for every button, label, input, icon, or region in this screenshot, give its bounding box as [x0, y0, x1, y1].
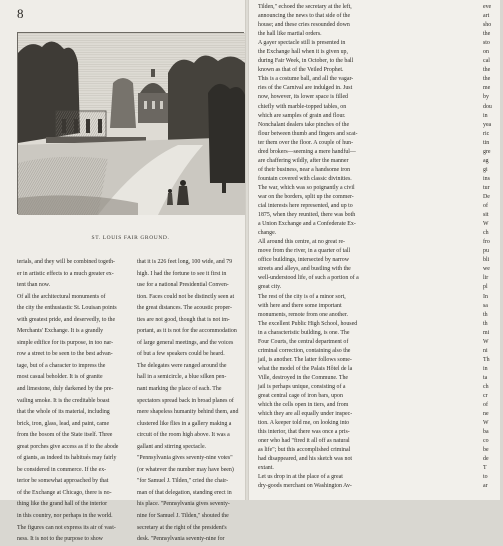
text-line: chiefly with marble-topped tables, on: [258, 103, 347, 110]
text-line: ag: [483, 157, 489, 164]
text-line: in a characteristic building, is one. The: [258, 329, 350, 336]
text-line: which the cells open in tiers, and from: [258, 402, 349, 409]
text-line: use for a national Presidential Conven-: [137, 282, 229, 289]
text-line: tion. Faces could not be distinctly seen at: [137, 293, 235, 300]
text-line: high. I had the fortune to see it first in: [137, 270, 227, 277]
text-line: gi: [483, 166, 488, 173]
text-line: announcing the news to that side of the: [258, 13, 351, 20]
text-line: T: [483, 465, 487, 472]
text-line: this interior, that there was once a pris-: [258, 429, 350, 436]
text-line: in: [483, 365, 488, 372]
text-line: ric: [483, 130, 490, 137]
text-line: Ville, destroyed in the Commune. The: [258, 374, 349, 381]
text-line: cr: [483, 393, 488, 400]
text-line: a Union Exchange and a Confederate Ex-: [258, 221, 356, 228]
text-line: dry-goods merchant on Washington Av-: [258, 483, 352, 490]
text-line: and limestone, duly darkened by the pre-: [17, 386, 114, 393]
text-line: the: [483, 67, 491, 74]
right-text-column-1: [258, 3, 464, 492]
text-line: ch: [483, 230, 489, 237]
text-line: extant.: [258, 465, 274, 472]
text-line: In: [483, 293, 488, 300]
text-line: Of all the architectural monuments of: [17, 293, 106, 300]
text-line: The excellent Public High School, housed: [258, 320, 358, 327]
text-line: tage, but of a character to impress the: [17, 362, 106, 369]
text-line: in: [483, 112, 488, 119]
text-line: man of that delegation, standing erect in: [137, 489, 232, 496]
text-line: gallant and stirring spectacle.: [137, 443, 207, 450]
text-line: ness. It is not to the purpose to show: [17, 536, 103, 543]
text-line: the city the enthusiastic St. Louisan points: [17, 305, 117, 312]
text-line: we: [483, 266, 490, 273]
text-line: the: [483, 76, 491, 83]
text-line: clustered like flies in a gallery making a: [137, 420, 232, 427]
text-line: change.: [258, 230, 277, 237]
text-line: now, however, its lower space is filled: [258, 94, 349, 101]
text-line: with greatest pride, and deservedly, to the: [17, 316, 116, 323]
text-line: A gayer spectacle still is presented in: [258, 40, 346, 47]
text-line: which they are all equally under inspec-: [258, 411, 353, 418]
page-number: 8: [17, 6, 24, 21]
text-line: dou: [483, 103, 492, 110]
text-line: brick, iron, glass, lead, and paint, came: [17, 420, 110, 427]
text-line: er in artistic effects to a much greater ex-: [17, 270, 114, 277]
text-line: tent than now.: [17, 282, 51, 289]
text-line: on: [483, 49, 489, 56]
text-line: the Exchange hall when it is given up,: [258, 49, 348, 56]
text-line: the: [483, 31, 491, 38]
text-line: All around this centre, at no great re-: [258, 239, 346, 246]
text-line: Nonchalant dealers take pinches of the: [258, 121, 350, 128]
text-line: fountain covered with classic divinities.: [258, 175, 352, 182]
text-line: flour between thumb and fingers and scat-: [258, 130, 358, 137]
text-line: from the bosom of the State itself. Three: [17, 432, 113, 439]
right-text-column-2: [483, 3, 503, 492]
text-line: th: [483, 311, 488, 318]
text-line: well-understood life, of such a portion of a: [258, 275, 359, 282]
text-line: mi: [483, 329, 490, 336]
text-line: house; and these cries resounded down: [258, 22, 350, 29]
text-line: secretary at the right of the president's: [137, 524, 227, 531]
text-line: thing like the grand hall of the interior: [17, 501, 108, 508]
text-line: ne: [483, 411, 489, 418]
text-line: terior be somewhat approached by that: [17, 478, 109, 485]
text-line: W: [483, 420, 489, 427]
left-text-column-2: [137, 257, 245, 546]
left-page: [0, 0, 245, 543]
text-line: ta: [483, 374, 488, 381]
text-line: which are samples of grain and flour.: [258, 112, 346, 119]
text-line: known as that of the Veiled Prophet.: [258, 67, 344, 74]
text-line: that the whole of its material, including: [17, 409, 110, 416]
text-line: hall in a semicircle, a blue silken pen-: [137, 374, 227, 381]
text-line: streets and alleys, and bustling with the: [258, 266, 351, 273]
text-line: jail is perhaps unique, consisting of a: [258, 383, 346, 390]
left-text-column-1: [17, 257, 129, 546]
text-line: great central cage of iron bars, upon: [258, 393, 343, 400]
text-line: Four Courts, the central department of: [258, 338, 349, 345]
text-line: that it is 226 feet long, 100 wide, and 79: [137, 259, 233, 265]
text-line: simple edifice for its purpose, in too nar-: [17, 339, 114, 346]
text-line: nant marking the place of each. The: [137, 386, 222, 393]
text-line: art: [483, 13, 490, 20]
text-line: The rest of the city is of a minor sort,: [258, 293, 346, 300]
text-line: eve: [483, 4, 492, 10]
text-line: in this country, nor perhaps in the world.: [17, 513, 113, 520]
text-line: ni: [483, 347, 488, 354]
text-line: be considered in commerce. If the ex-: [17, 466, 107, 473]
text-line: of the Exchange at Chicago, there is no-: [17, 489, 112, 496]
text-line: sho: [483, 22, 492, 29]
text-line: had disappeared, and his sketch was not: [258, 456, 353, 463]
text-line: Let us drop in at the place of a great: [258, 474, 343, 481]
text-line: ar: [483, 483, 488, 490]
text-line: vailing smoke. It is the creditable boast: [17, 397, 110, 404]
figure-caption: ST. LOUIS FAIR GROUND.: [91, 235, 170, 241]
text-line: W: [483, 221, 489, 228]
text-line: bli: [483, 257, 490, 264]
text-line: 1875, when they reunited, there was both: [258, 212, 356, 219]
text-line: great city.: [258, 284, 282, 291]
text-line: be: [483, 447, 489, 454]
text-line: of: [483, 203, 488, 210]
text-line: the hall like martial orders.: [258, 31, 322, 38]
text-line: criminal correction, containing also the: [258, 347, 351, 354]
text-line: ter them over the floor. A couple of hun-: [258, 139, 354, 146]
text-line: pu: [483, 248, 489, 255]
text-line: W: [483, 338, 489, 345]
text-line: oner who had "fired it all off as natural: [258, 438, 350, 445]
text-line: are chaffering wildly, after the manner: [258, 157, 349, 164]
text-line: war on the borders, split up the commer-: [258, 193, 354, 200]
engraving-image: [18, 33, 245, 215]
text-line: Tilden," echoed the secretary at the left,: [258, 4, 352, 10]
text-line: as life"; but this accomplished criminal: [258, 447, 351, 454]
text-line: tur: [483, 184, 490, 191]
text-line: great porches give access as if to the abode: [17, 443, 119, 450]
text-line: me: [483, 85, 491, 92]
text-line: ba: [483, 429, 489, 436]
text-line: tin: [483, 139, 490, 146]
text-line: fro: [483, 239, 490, 246]
text-line: the great distances. The acoustic proper-: [137, 305, 232, 312]
text-line: portant, as it is not for the accommodation: [137, 328, 237, 335]
text-line: "for Samuel J. Tilden," cried the chair-: [137, 478, 229, 485]
text-line: by: [483, 94, 489, 101]
text-line: of but a few speakers could be heard.: [137, 351, 225, 358]
text-line: lir: [483, 275, 489, 282]
text-line: most casual beholder. It is of granite: [17, 374, 103, 381]
text-line: yea: [483, 121, 492, 128]
text-line: ties are not good, though that is not im-: [137, 316, 230, 323]
text-line: jail, is another. The latter follows some-: [258, 356, 352, 363]
text-line: Merchants' Exchange. It is a grandly: [17, 328, 104, 335]
text-line: of giants, as indeed its habitués may fairly: [17, 455, 117, 462]
text-line: sa: [483, 302, 488, 309]
text-line: his place. "Pennsylvania gives seventy-: [137, 501, 230, 508]
text-line: of their business, near a handsome iron: [258, 166, 351, 173]
fair-ground-illustration: [17, 32, 244, 214]
text-line: what the model of the Palais Hôtel de la: [258, 365, 353, 372]
text-line: office buildings, intersected by narrow: [258, 257, 350, 264]
text-line: (or whatever the number may have been): [137, 466, 234, 473]
text-line: The delegates were ranged around the: [137, 362, 227, 369]
text-line: move from the river, in a quarter of tall: [258, 248, 351, 255]
text-line: ins: [483, 175, 490, 182]
text-line: sit: [483, 212, 489, 219]
text-line: pl: [483, 284, 488, 291]
text-line: cal: [483, 58, 490, 65]
text-line: monuments, remote from one another.: [258, 311, 348, 318]
text-line: tion. A keeper told me, on looking into: [258, 420, 350, 427]
text-line: ries of the Carnival are indulged in. Just: [258, 85, 353, 92]
text-line: during Fair Week, in October, to the ball: [258, 58, 354, 65]
text-line: co: [483, 438, 489, 445]
text-line: circuit of the room high above. It was a: [137, 432, 230, 439]
text-line: of large general meetings, and the voices: [137, 339, 234, 346]
text-line: Th: [483, 356, 490, 363]
text-line: gre: [483, 148, 491, 155]
text-line: desk. "Pennsylvania seventy-nine for: [137, 536, 225, 543]
text-line: The war, which was so poignantly a civil: [258, 184, 355, 191]
text-line: This is a costume ball, and all the vagar-: [258, 76, 354, 83]
text-line: de: [483, 456, 489, 463]
text-line: nine for Samuel J. Tilden," shouted the: [137, 513, 229, 520]
text-line: with here and there some important: [258, 302, 342, 309]
text-line: spectators spread back in broad planes of: [137, 397, 234, 404]
text-line: cial interests here represented, and up to: [258, 203, 353, 210]
text-line: th: [483, 320, 488, 327]
text-line: mere shapeless humanity behind them, and: [137, 409, 239, 416]
right-page: [249, 0, 500, 500]
text-line: De: [483, 193, 490, 200]
text-line: row a street to be seen to the best advan-: [17, 351, 113, 358]
text-line: "Pennsylvania gives seventy-nine votes": [137, 455, 233, 462]
text-line: sto: [483, 40, 490, 47]
text-line: of: [483, 402, 488, 409]
text-line: terials, and they will be combined togeth-: [17, 259, 115, 265]
text-line: The figures can not express its air of vast-: [17, 524, 116, 531]
text-line: ch: [483, 383, 489, 390]
text-line: dred brokers—seeming a mere handful—: [258, 148, 356, 155]
text-line: to: [483, 474, 488, 481]
